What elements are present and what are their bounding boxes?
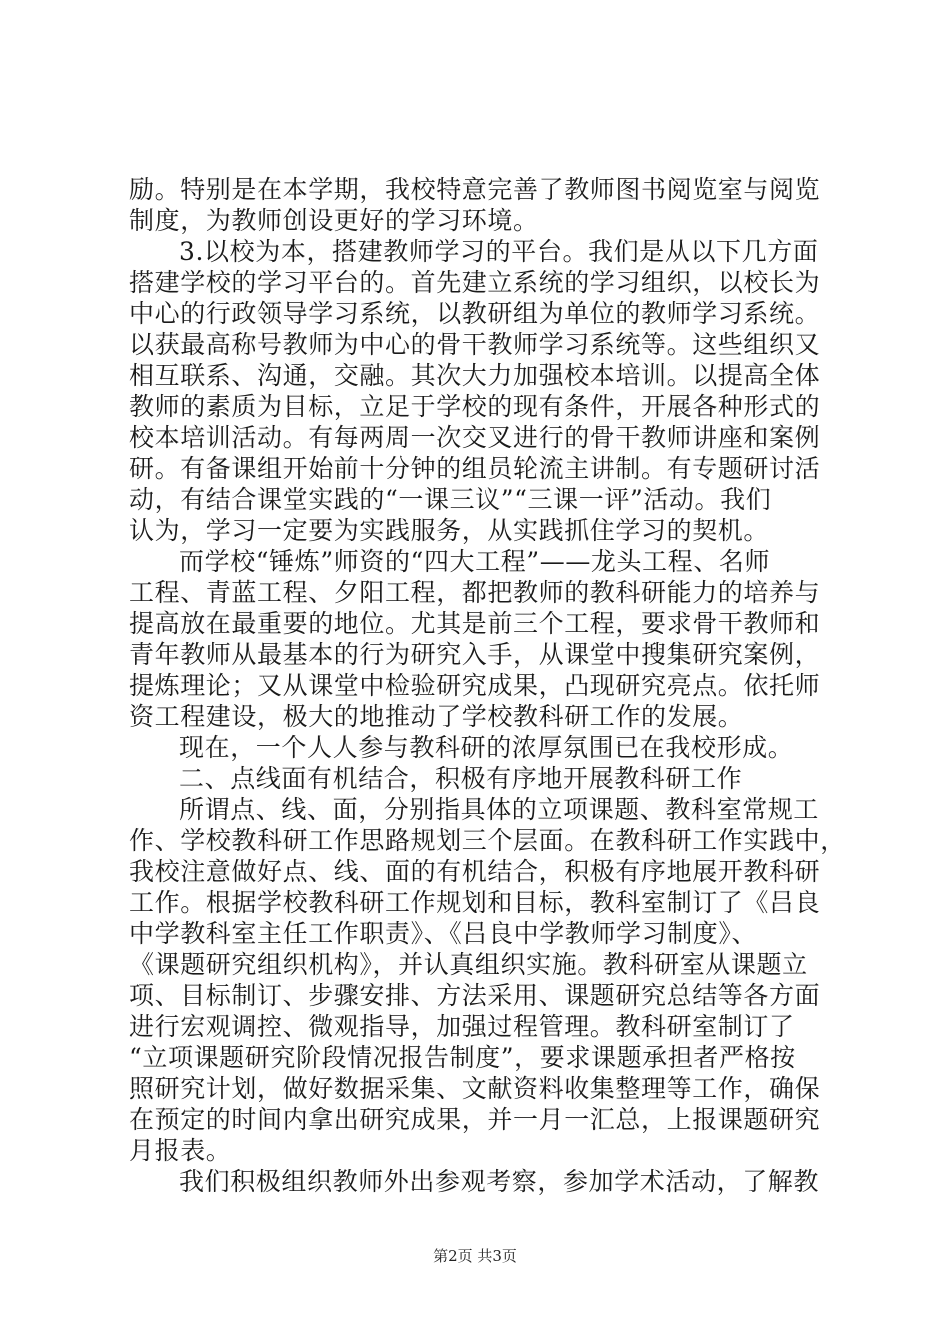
text-line: 3.以校为本，搭建教师学习的平台。我们是从以下几方面 bbox=[179, 237, 819, 266]
text-line: 工程、青蓝工程、夕阳工程，都把教师的教科研能力的培养与 bbox=[129, 578, 821, 607]
text-line: 青年教师从最基本的行为研究入手，从课堂中搜集研究案例， bbox=[129, 640, 821, 669]
text-line: 以获最高称号教师为中心的骨干教师学习系统等。这些组织又 bbox=[129, 330, 821, 359]
text-line: 照研究计划，做好数据采集、文献资料收集整理等工作，确保 bbox=[129, 1074, 821, 1103]
text-line: 教师的素质为目标，立足于学校的现有条件，开展各种形式的 bbox=[129, 392, 821, 421]
text-line: 进行宏观调控、微观指导，加强过程管理。教科研室制订了 bbox=[129, 1012, 795, 1041]
text-line: 相互联系、沟通，交融。其次大力加强校本培训。以提高全体 bbox=[129, 361, 821, 390]
text-line: 动，有结合课堂实践的“一课三议”“三课一评”活动。我们 bbox=[129, 485, 772, 514]
text-line: 所谓点、线、面，分别指具体的立项课题、教科室常规工 bbox=[179, 795, 820, 824]
text-line: 校本培训活动。有每两周一次交叉进行的骨干教师讲座和案例 bbox=[129, 423, 821, 452]
text-line: 项、目标制订、步骤安排、方法采用、课题研究总结等各方面 bbox=[129, 981, 821, 1010]
text-line: 我们积极组织教师外出参观考察，参加学术活动，了解教 bbox=[179, 1167, 820, 1196]
text-line: 月报表。 bbox=[129, 1136, 232, 1165]
text-line: 中学教科室主任工作职责》、《吕良中学教师学习制度》、 bbox=[129, 919, 758, 948]
text-line: 励。特别是在本学期，我校特意完善了教师图书阅览室与阅览 bbox=[129, 175, 821, 204]
text-line: 中心的行政领导学习系统，以教研组为单位的教师学习系统。 bbox=[129, 299, 821, 328]
text-line: 工作。根据学校教科研工作规划和目标，教科室制订了《吕良 bbox=[129, 888, 821, 917]
body-text bbox=[129, 174, 846, 1197]
page-footer: 第2页 共3页 bbox=[433, 1247, 517, 1265]
text-line: 二、点线面有机结合，积极有序地开展教科研工作 bbox=[179, 764, 743, 793]
text-line: 现在，一个人人参与教科研的浓厚氛围已在我校形成。 bbox=[179, 733, 794, 762]
text-line: 搭建学校的学习平台的。首先建立系统的学习组织，以校长为 bbox=[129, 268, 821, 297]
text-line: 而学校“锤炼”师资的“四大工程”——龙头工程、名师 bbox=[179, 547, 771, 576]
text-line: 作、学校教科研工作思路规划三个层面。在教科研工作实践中， bbox=[129, 826, 846, 855]
text-line: 我校注意做好点、线、面的有机结合，积极有序地展开教科研 bbox=[129, 857, 821, 886]
text-line: 在预定的时间内拿出研究成果，并一月一汇总，上报课题研究 bbox=[129, 1105, 821, 1134]
text-line: 提高放在最重要的地位。尤其是前三个工程，要求骨干教师和 bbox=[129, 609, 821, 638]
text-line: 制度，为教师创设更好的学习环境。 bbox=[129, 206, 539, 235]
text-line: 研。有备课组开始前十分钟的组员轮流主讲制。有专题研讨活 bbox=[129, 454, 821, 483]
text-line: 提炼理论；又从课堂中检验研究成果，凸现研究亮点。依托师 bbox=[129, 671, 821, 700]
text-line: 资工程建设，极大的地推动了学校教科研工作的发展。 bbox=[129, 702, 744, 731]
text-line: “立项课题研究阶段情况报告制度”，要求课题承担者严格按 bbox=[129, 1043, 796, 1072]
text-line: 认为，学习一定要为实践服务，从实践抓住学习的契机。 bbox=[129, 516, 770, 545]
text-line: 《课题研究组织机构》，并认真组织实施。教科研室从课题立 bbox=[129, 950, 808, 979]
